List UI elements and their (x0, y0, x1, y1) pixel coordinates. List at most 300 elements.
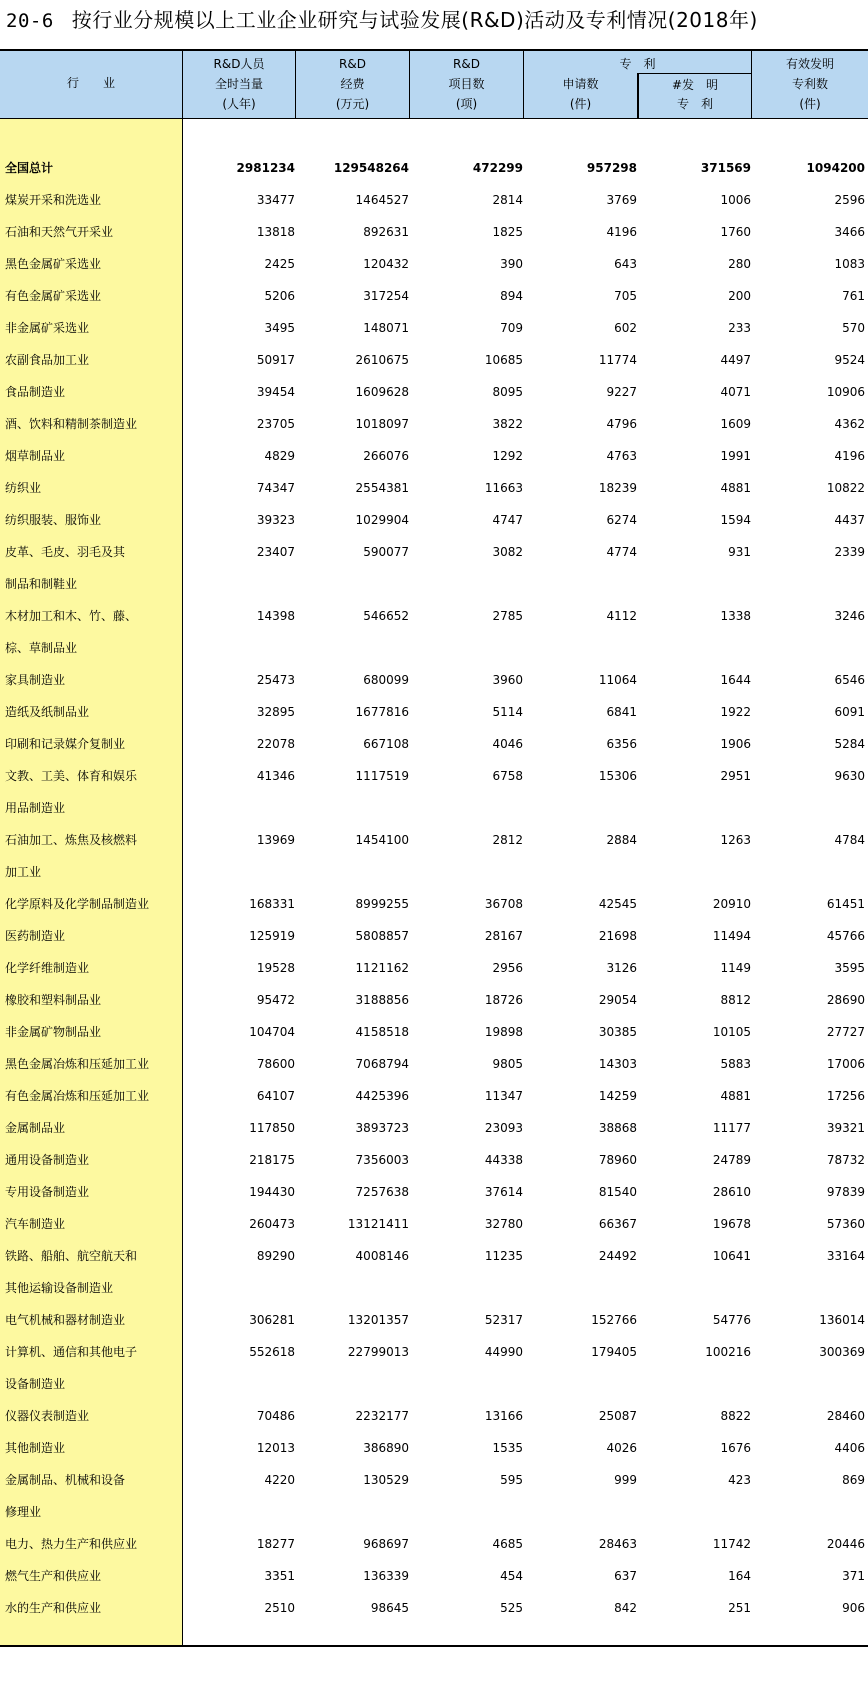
value-cell: 2339 (834, 545, 865, 559)
value-cell: 2951 (720, 769, 751, 783)
value-cell: 9805 (492, 1057, 523, 1071)
value-cell: 100216 (705, 1345, 751, 1359)
value-cell: 4437 (834, 513, 865, 527)
value-cell: 152766 (591, 1313, 637, 1327)
value-cell: 1594 (720, 513, 751, 527)
value-cell: 2785 (492, 609, 523, 623)
table-row (0, 1048, 868, 1080)
value-cell: 54776 (712, 1313, 751, 1327)
value-cell: 4406 (834, 1441, 865, 1455)
industry-name: 电力、热力生产和供应业 (5, 1537, 138, 1551)
value-cell: 4008146 (355, 1249, 409, 1263)
table-title: 按行业分规模以上工业企业研究与试验发展(R&D)活动及专利情况(2018年) (71, 8, 758, 32)
value-cell: 129548264 (333, 161, 409, 175)
industry-name: 非金属矿采选业 (5, 321, 90, 335)
value-cell: 14398 (256, 609, 295, 623)
value-cell: 13818 (256, 225, 295, 239)
value-cell: 11235 (484, 1249, 523, 1263)
value-cell: 4112 (606, 609, 637, 623)
value-cell: 15306 (598, 769, 637, 783)
value-cell: 200 (728, 289, 751, 303)
industry-name: 木材加工和木、竹、藤、 (5, 609, 138, 623)
value-cell: 10641 (712, 1249, 751, 1263)
value-cell: 2610675 (355, 353, 409, 367)
value-cell: 24492 (598, 1249, 637, 1263)
table-row (0, 376, 868, 408)
header-projects-line1: R&D (453, 57, 480, 71)
value-cell: 371 (842, 1569, 865, 1583)
value-cell: 13166 (484, 1409, 523, 1423)
industry-name: 有色金属冶炼和压延加工业 (5, 1089, 150, 1103)
value-cell: 260473 (249, 1217, 295, 1231)
value-cell: 27727 (826, 1025, 865, 1039)
table-row (0, 408, 868, 440)
value-cell: 25087 (598, 1409, 637, 1423)
table-row (0, 248, 868, 280)
table-row (0, 696, 868, 728)
value-cell: 28460 (826, 1409, 865, 1423)
value-cell: 931 (728, 545, 751, 559)
value-cell: 1018097 (355, 417, 409, 431)
value-cell: 2956 (492, 961, 523, 975)
value-cell: 709 (500, 321, 523, 335)
value-cell: 6546 (834, 673, 865, 687)
value-cell: 7257638 (355, 1185, 409, 1199)
industry-name: 家具制造业 (5, 673, 66, 687)
value-cell: 2510 (264, 1601, 295, 1615)
value-cell: 78960 (598, 1153, 637, 1167)
value-cell: 5808857 (355, 929, 409, 943)
industry-name: 文教、工美、体育和娱乐 (5, 769, 138, 783)
value-cell: 3246 (834, 609, 865, 623)
table-row (0, 312, 868, 344)
industry-name-continued: 棕、草制品业 (5, 641, 78, 655)
value-cell: 957298 (586, 161, 637, 175)
table-row (0, 1592, 868, 1624)
value-cell: 24789 (712, 1153, 751, 1167)
value-cell: 148071 (363, 321, 409, 335)
value-cell: 2812 (492, 833, 523, 847)
value-cell: 10822 (826, 481, 865, 495)
value-cell: 6091 (834, 705, 865, 719)
value-cell: 1991 (720, 449, 751, 463)
value-cell: 125919 (249, 929, 295, 943)
value-cell: 194430 (249, 1185, 295, 1199)
value-cell: 25473 (256, 673, 295, 687)
value-cell: 892631 (363, 225, 409, 239)
value-cell: 36708 (484, 897, 523, 911)
value-cell: 4425396 (355, 1089, 409, 1103)
value-cell: 1825 (492, 225, 523, 239)
value-cell: 525 (500, 1601, 523, 1615)
value-cell: 23705 (256, 417, 295, 431)
value-cell: 13969 (256, 833, 295, 847)
header-invention-line1: #发 明 (671, 78, 719, 92)
value-cell: 23407 (256, 545, 295, 559)
value-cell: 13201357 (347, 1313, 409, 1327)
header-rd-staff-line1: R&D人员 (213, 57, 265, 71)
value-cell: 3351 (264, 1569, 295, 1583)
value-cell: 120432 (363, 257, 409, 271)
table-row (0, 1112, 868, 1144)
header-rd-staff-line2: 全时当量 (214, 77, 263, 91)
value-cell: 1083 (834, 257, 865, 271)
total-row (0, 152, 868, 184)
value-cell: 1121162 (355, 961, 409, 975)
value-cell: 300369 (819, 1345, 865, 1359)
table-row (0, 472, 868, 504)
value-cell: 552618 (249, 1345, 295, 1359)
value-cell: 9227 (606, 385, 637, 399)
table-row (0, 1528, 868, 1560)
value-cell: 1677816 (355, 705, 409, 719)
table-row (0, 1560, 868, 1592)
value-cell: 11663 (484, 481, 523, 495)
table-row (0, 184, 868, 216)
value-cell: 3595 (834, 961, 865, 975)
value-cell: 280 (728, 257, 751, 271)
value-cell: 2596 (834, 193, 865, 207)
value-cell: 89290 (256, 1249, 295, 1263)
value-cell: 4784 (834, 833, 865, 847)
value-cell: 8095 (492, 385, 523, 399)
value-cell: 11177 (712, 1121, 751, 1135)
value-cell: 306281 (249, 1313, 295, 1327)
value-cell: 10906 (826, 385, 865, 399)
value-cell: 18239 (598, 481, 637, 495)
value-cell: 8999255 (355, 897, 409, 911)
header-valid-patents-line3: (件) (799, 97, 821, 111)
value-cell: 21698 (598, 929, 637, 943)
value-cell: 1535 (492, 1441, 523, 1455)
value-cell: 33164 (826, 1249, 865, 1263)
industry-name: 铁路、船舶、航空航天和 (5, 1249, 138, 1263)
value-cell: 33477 (256, 193, 295, 207)
header-applications-line2: (件) (569, 97, 592, 111)
industry-name: 造纸及纸制品业 (5, 705, 90, 719)
value-cell: 11742 (712, 1537, 751, 1551)
value-cell: 22799013 (347, 1345, 409, 1359)
value-cell: 680099 (363, 673, 409, 687)
value-cell: 179405 (591, 1345, 637, 1359)
value-cell: 5284 (834, 737, 865, 751)
industry-name-continued: 用品制造业 (5, 801, 66, 815)
table-row (0, 1016, 868, 1048)
industry-name-continued: 制品和制鞋业 (5, 577, 78, 591)
value-cell: 266076 (363, 449, 409, 463)
value-cell: 98645 (370, 1601, 409, 1615)
value-cell: 78600 (256, 1057, 295, 1071)
industry-name: 非金属矿物制品业 (5, 1025, 102, 1039)
value-cell: 3822 (492, 417, 523, 431)
value-cell: 4829 (264, 449, 295, 463)
value-cell: 2232177 (355, 1409, 409, 1423)
industry-name: 医药制造业 (5, 929, 66, 943)
value-cell: 4158518 (355, 1025, 409, 1039)
value-cell: 4497 (720, 353, 751, 367)
value-cell: 30385 (598, 1025, 637, 1039)
value-cell: 3769 (606, 193, 637, 207)
value-cell: 546652 (363, 609, 409, 623)
value-cell: 4774 (606, 545, 637, 559)
value-cell: 233 (728, 321, 751, 335)
table-row (0, 504, 868, 536)
table-row (0, 984, 868, 1016)
value-cell: 705 (614, 289, 637, 303)
value-cell: 10105 (712, 1025, 751, 1039)
value-cell: 643 (614, 257, 637, 271)
value-cell: 8822 (720, 1409, 751, 1423)
value-cell: 78732 (826, 1153, 865, 1167)
value-cell: 2814 (492, 193, 523, 207)
value-cell: 1094200 (806, 161, 865, 175)
industry-name: 皮革、毛皮、羽毛及其 (5, 545, 126, 559)
table-row (0, 1464, 868, 1519)
value-cell: 570 (842, 321, 865, 335)
industry-name: 燃气生产和供应业 (5, 1569, 102, 1583)
value-cell: 1464527 (355, 193, 409, 207)
value-cell: 97839 (826, 1185, 865, 1199)
value-cell: 13121411 (347, 1217, 409, 1231)
value-cell: 1006 (720, 193, 751, 207)
table-row (0, 1304, 868, 1336)
value-cell: 57360 (826, 1217, 865, 1231)
value-cell: 17256 (826, 1089, 865, 1103)
industry-name: 食品制造业 (5, 385, 66, 399)
industry-name: 化学原料及化学制品制造业 (5, 897, 150, 911)
table-row (0, 888, 868, 920)
value-cell: 14303 (598, 1057, 637, 1071)
table-row (0, 1336, 868, 1391)
value-cell: 61451 (826, 897, 865, 911)
value-cell: 20910 (712, 897, 751, 911)
value-cell: 1760 (720, 225, 751, 239)
header-projects-line2: 项目数 (448, 77, 485, 91)
value-cell: 1906 (720, 737, 751, 751)
value-cell: 28610 (712, 1185, 751, 1199)
value-cell: 66367 (598, 1217, 637, 1231)
value-cell: 81540 (598, 1185, 637, 1199)
value-cell: 2981234 (236, 161, 295, 175)
value-cell: 3126 (606, 961, 637, 975)
value-cell: 44338 (484, 1153, 523, 1167)
industry-name: 水的生产和供应业 (5, 1601, 102, 1615)
value-cell: 19678 (712, 1217, 751, 1231)
value-cell: 1609628 (355, 385, 409, 399)
value-cell: 595 (500, 1473, 523, 1487)
value-cell: 44990 (484, 1345, 523, 1359)
value-cell: 4220 (264, 1473, 295, 1487)
value-cell: 117850 (249, 1121, 295, 1135)
value-cell: 32895 (256, 705, 295, 719)
value-cell: 37614 (484, 1185, 523, 1199)
value-cell: 11494 (712, 929, 751, 943)
industry-name: 纺织业 (5, 481, 42, 495)
value-cell: 168331 (249, 897, 295, 911)
table-row (0, 760, 868, 815)
table-row (0, 1432, 868, 1464)
value-cell: 45766 (826, 929, 865, 943)
value-cell: 3188856 (355, 993, 409, 1007)
value-cell: 3466 (834, 225, 865, 239)
value-cell: 3082 (492, 545, 523, 559)
industry-name: 烟草制品业 (5, 449, 66, 463)
value-cell: 1609 (720, 417, 751, 431)
table-number: 20-6 (6, 10, 54, 32)
value-cell: 14259 (598, 1089, 637, 1103)
value-cell: 52317 (484, 1313, 523, 1327)
industry-name: 农副食品加工业 (5, 353, 90, 367)
value-cell: 64107 (256, 1089, 295, 1103)
table-row (0, 280, 868, 312)
value-cell: 4196 (834, 449, 865, 463)
value-cell: 454 (500, 1569, 523, 1583)
industry-name-continued: 设备制造业 (5, 1377, 66, 1391)
value-cell: 12013 (256, 1441, 295, 1455)
value-cell: 4881 (720, 481, 751, 495)
industry-name: 通用设备制造业 (5, 1153, 90, 1167)
header-applications-line1: 申请数 (562, 77, 599, 91)
value-cell: 18726 (484, 993, 523, 1007)
value-cell: 251 (728, 1601, 751, 1615)
table-row (0, 1400, 868, 1432)
value-cell: 761 (842, 289, 865, 303)
value-cell: 1292 (492, 449, 523, 463)
industry-name: 橡胶和塑料制品业 (5, 993, 102, 1007)
header-rd-funds-line2: 经费 (340, 77, 365, 91)
value-cell: 842 (614, 1601, 637, 1615)
value-cell: 390 (500, 257, 523, 271)
industry-name: 煤炭开采和洗选业 (5, 193, 102, 207)
value-cell: 4026 (606, 1441, 637, 1455)
value-cell: 999 (614, 1473, 637, 1487)
header-invention-line2: 专 利 (676, 97, 713, 111)
industry-name: 印刷和记录媒介复制业 (5, 737, 126, 751)
industry-name: 计算机、通信和其他电子 (5, 1345, 138, 1359)
header-rd-funds-line1: R&D (339, 57, 366, 71)
value-cell: 9524 (834, 353, 865, 367)
value-cell: 104704 (249, 1025, 295, 1039)
bottom-rule (0, 1645, 868, 1647)
header-valid-patents-line1: 有效发明 (785, 57, 834, 71)
header-patent-group-label: 专 利 (619, 57, 656, 71)
table-row (0, 728, 868, 760)
industry-name: 其他制造业 (5, 1441, 66, 1455)
value-cell: 218175 (249, 1153, 295, 1167)
value-cell: 23093 (484, 1121, 523, 1135)
value-cell: 4685 (492, 1537, 523, 1551)
value-cell: 11064 (598, 673, 637, 687)
value-cell: 637 (614, 1569, 637, 1583)
value-cell: 28690 (826, 993, 865, 1007)
industry-name: 金属制品业 (5, 1121, 66, 1135)
industry-name: 黑色金属矿采选业 (5, 257, 102, 271)
value-cell: 136014 (819, 1313, 865, 1327)
value-cell: 906 (842, 1601, 865, 1615)
value-cell: 130529 (363, 1473, 409, 1487)
industry-name-continued: 其他运输设备制造业 (5, 1281, 114, 1295)
industry-name: 化学纤维制造业 (5, 961, 90, 975)
value-cell: 667108 (363, 737, 409, 751)
table-row (0, 1144, 868, 1176)
value-cell: 317254 (363, 289, 409, 303)
value-cell: 5883 (720, 1057, 751, 1071)
value-cell: 39323 (256, 513, 295, 527)
value-cell: 11774 (598, 353, 637, 367)
value-cell: 4196 (606, 225, 637, 239)
value-cell: 4881 (720, 1089, 751, 1103)
value-cell: 39454 (256, 385, 295, 399)
industry-name: 石油和天然气开采业 (5, 225, 114, 239)
value-cell: 95472 (256, 993, 295, 1007)
value-cell: 29054 (598, 993, 637, 1007)
industry-name: 酒、饮料和精制茶制造业 (5, 417, 138, 431)
industry-name: 仪器仪表制造业 (5, 1409, 90, 1423)
value-cell: 3960 (492, 673, 523, 687)
value-cell: 6758 (492, 769, 523, 783)
table-row (0, 440, 868, 472)
table-row (0, 824, 868, 879)
value-cell: 22078 (256, 737, 295, 751)
header-rd-staff-line3: (人年) (222, 97, 256, 111)
value-cell: 70486 (256, 1409, 295, 1423)
value-cell: 28167 (484, 929, 523, 943)
value-cell: 371569 (700, 161, 751, 175)
header-industry-label: 行 业 (66, 76, 115, 90)
table-row (0, 952, 868, 984)
header-rd-funds-line3: (万元) (335, 97, 370, 111)
value-cell: 4362 (834, 417, 865, 431)
industry-name: 专用设备制造业 (5, 1185, 90, 1199)
value-cell: 4071 (720, 385, 751, 399)
value-cell: 1644 (720, 673, 751, 687)
value-cell: 1676 (720, 1441, 751, 1455)
value-cell: 11347 (484, 1089, 523, 1103)
value-cell: 7356003 (355, 1153, 409, 1167)
industry-name: 全国总计 (5, 161, 54, 175)
industry-name: 黑色金属冶炼和压延加工业 (5, 1057, 150, 1071)
value-cell: 42545 (598, 897, 637, 911)
value-cell: 7068794 (355, 1057, 409, 1071)
industry-name-continued: 加工业 (5, 865, 42, 879)
value-cell: 164 (728, 1569, 751, 1583)
value-cell: 4796 (606, 417, 637, 431)
industry-name: 纺织服装、服饰业 (5, 513, 102, 527)
value-cell: 8812 (720, 993, 751, 1007)
value-cell: 894 (500, 289, 523, 303)
value-cell: 38868 (598, 1121, 637, 1135)
industry-name: 汽车制造业 (5, 1217, 66, 1231)
table-row (0, 216, 868, 248)
value-cell: 1338 (720, 609, 751, 623)
industry-name: 有色金属矿采选业 (5, 289, 102, 303)
value-cell: 74347 (256, 481, 295, 495)
industry-name: 金属制品、机械和设备 (5, 1473, 126, 1487)
table-row (0, 664, 868, 696)
table-row (0, 536, 868, 591)
value-cell: 386890 (363, 1441, 409, 1455)
value-cell: 3893723 (355, 1121, 409, 1135)
value-cell: 2884 (606, 833, 637, 847)
value-cell: 5206 (264, 289, 295, 303)
value-cell: 1029904 (355, 513, 409, 527)
table-row (0, 1176, 868, 1208)
industry-name: 石油加工、炼焦及核燃料 (5, 833, 138, 847)
value-cell: 6274 (606, 513, 637, 527)
value-cell: 5114 (492, 705, 523, 719)
value-cell: 1149 (720, 961, 751, 975)
value-cell: 602 (614, 321, 637, 335)
